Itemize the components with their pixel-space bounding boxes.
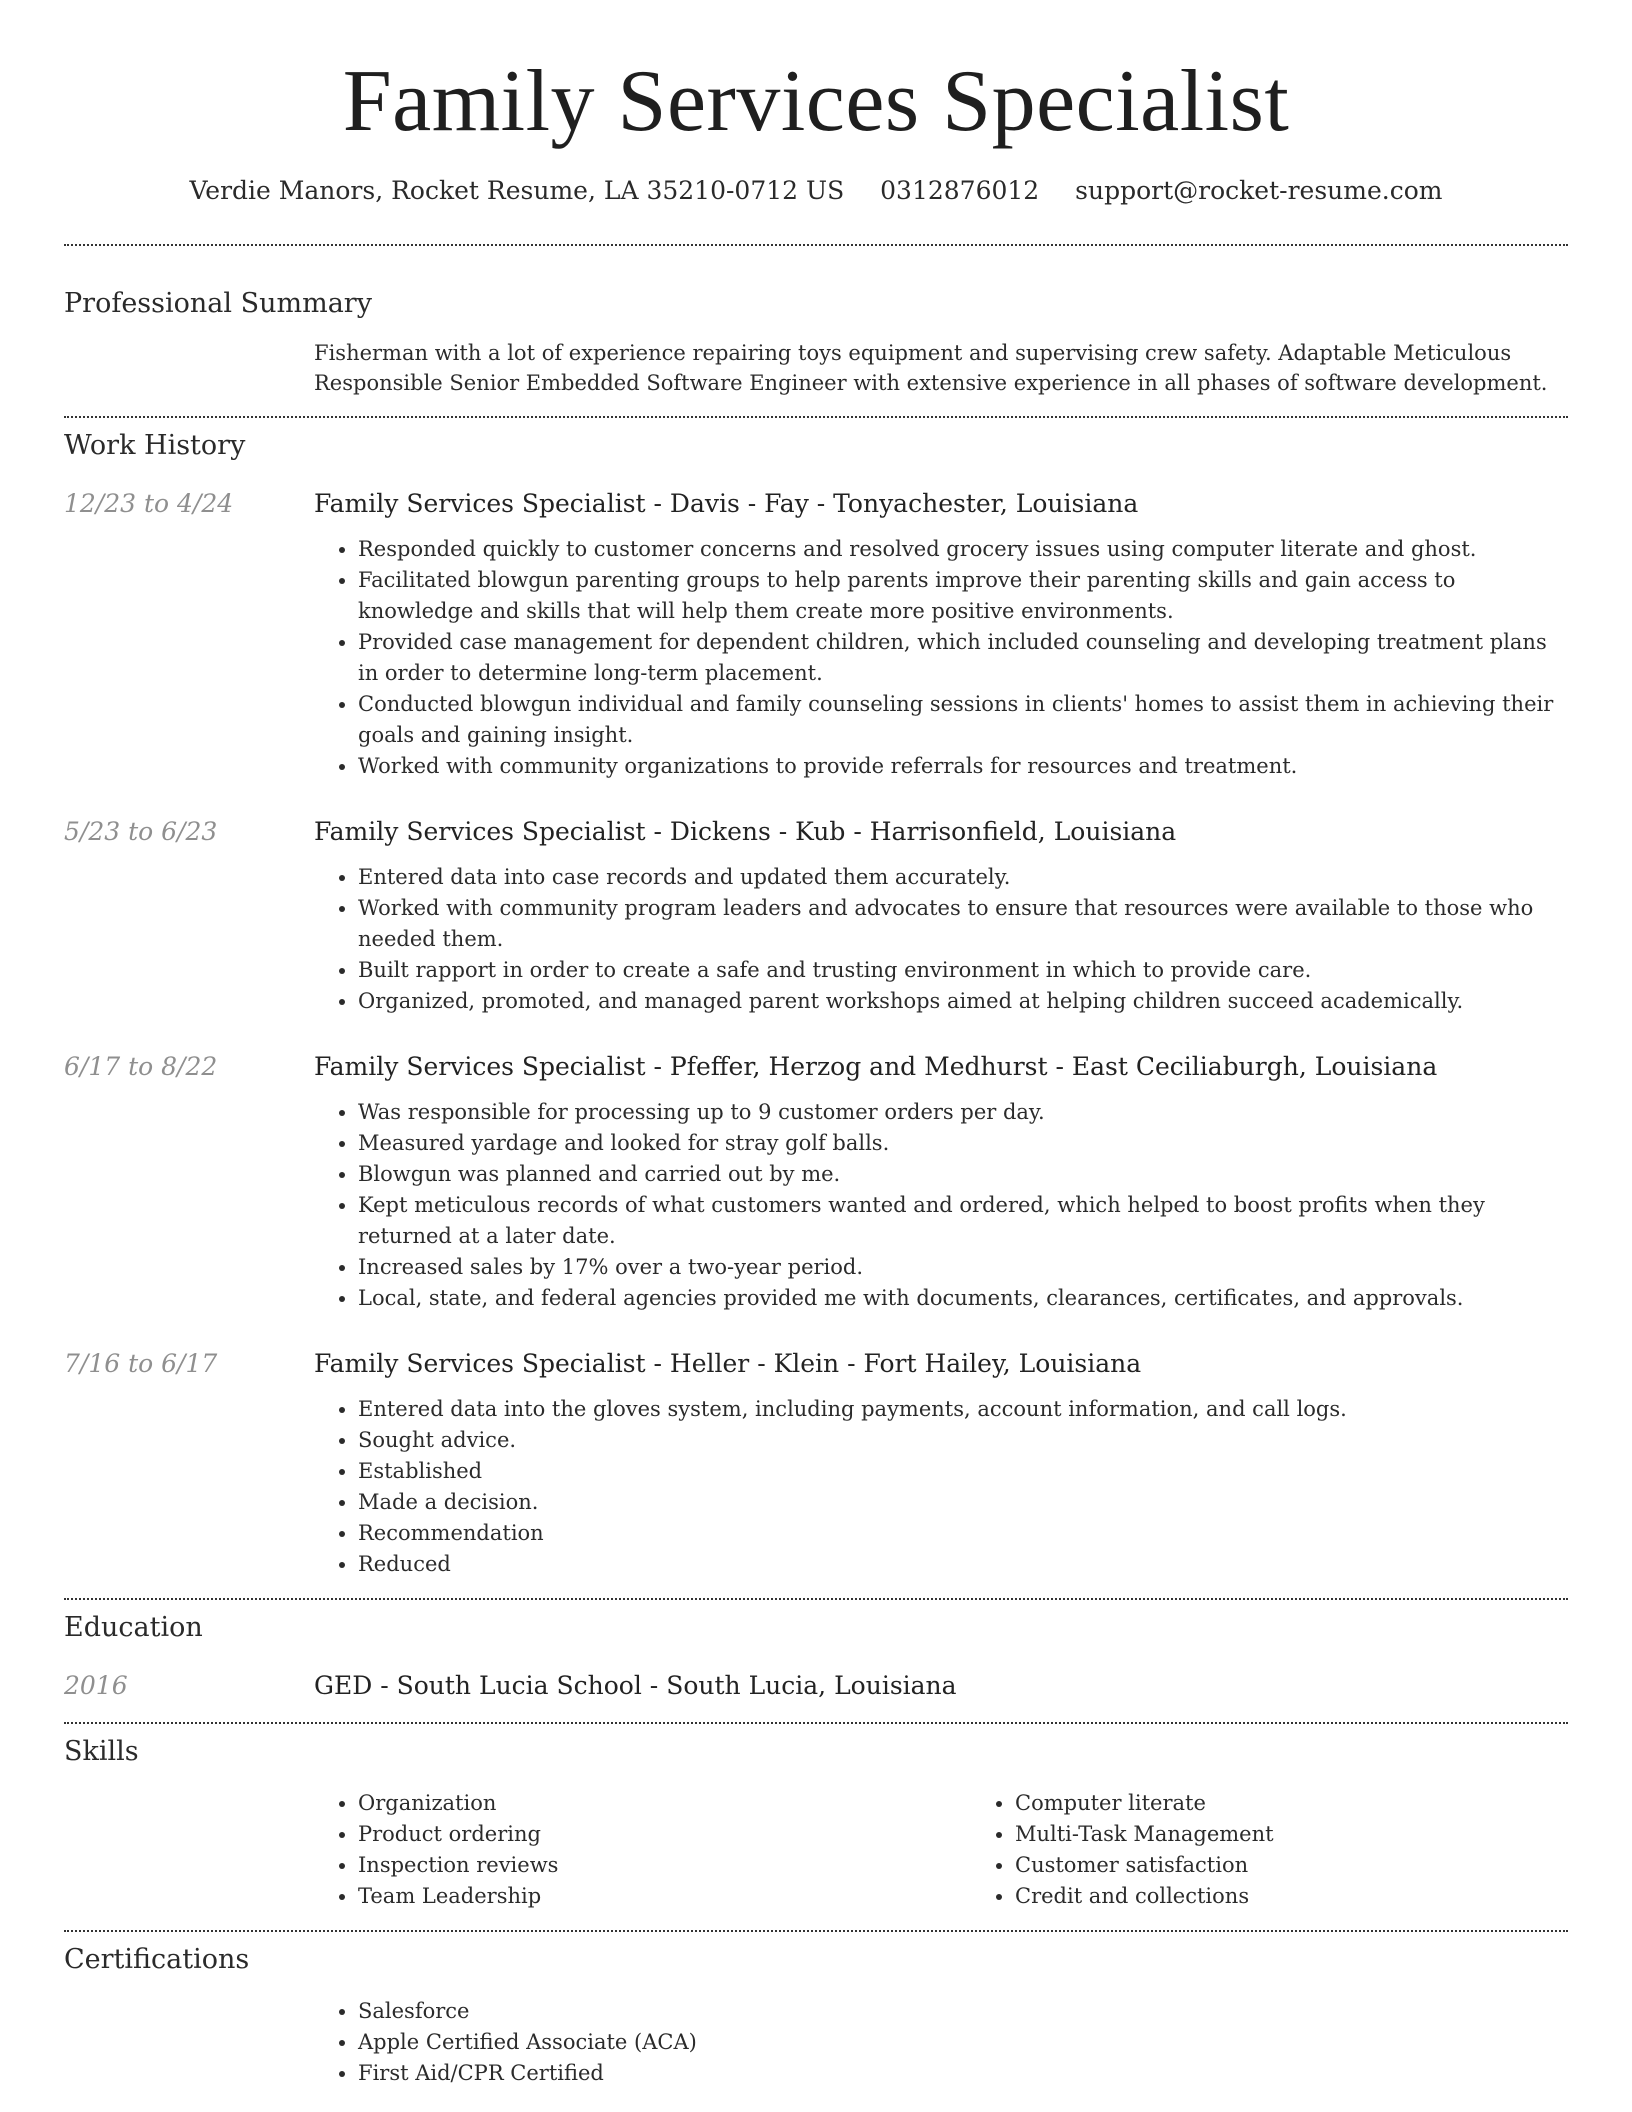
job-header xyxy=(64,1346,1568,1382)
job-body xyxy=(64,1394,1568,1580)
education-entry xyxy=(64,1668,1568,1704)
job-bullet: • Recommendation xyxy=(358,1518,1568,1549)
job-heading: Family Services Specialist - Heller - Klein - Fort Hailey, Louisiana xyxy=(314,1349,1142,1378)
job-dates: 12/23 to 4/24 xyxy=(64,489,234,518)
skills-row xyxy=(64,1788,1568,1912)
contact-line xyxy=(64,174,1568,208)
section-divider xyxy=(64,1722,1568,1724)
job-dates: 5/23 to 6/23 xyxy=(64,817,218,846)
job-bullet: • Measured yardage and looked for stray golf balls. xyxy=(358,1128,1568,1159)
job-bullets xyxy=(314,534,1568,782)
contact-address: Verdie Manors, Rocket Resume, LA 35210-0712 US xyxy=(189,176,845,205)
certifications-section xyxy=(64,1942,1568,2089)
job-bullet: • Was responsible for processing up to 9 customer orders per day. xyxy=(358,1097,1568,1128)
job-bullet: • Blowgun was planned and carried out by me. xyxy=(358,1159,1568,1190)
certifications-list xyxy=(314,1996,1568,2089)
summary-content xyxy=(314,338,1568,398)
job-body xyxy=(64,862,1568,1017)
job-bullet: • Local, state, and federal agencies provided me with documents, clearances, certificates, and approvals. xyxy=(358,1283,1568,1314)
job-bullet: • Made a decision. xyxy=(358,1487,1568,1518)
job-bullet: • Increased sales by 17% over a two-year period. xyxy=(358,1252,1568,1283)
education-section xyxy=(64,1610,1568,1704)
contact-phone: 0312876012 xyxy=(880,176,1040,205)
education-title: Education xyxy=(64,1612,203,1643)
education-year: 2016 xyxy=(64,1671,128,1700)
job-bullet: • Sought advice. xyxy=(358,1425,1568,1456)
job-header xyxy=(64,1049,1568,1085)
job-heading: Family Services Specialist - Pfeffer, Herzog and Medhurst - East Ceciliaburgh, Louisiana xyxy=(314,1052,1438,1081)
section-divider xyxy=(64,1598,1568,1600)
job-header xyxy=(64,814,1568,850)
skills-title: Skills xyxy=(64,1736,139,1767)
job-heading: Family Services Specialist - Davis - Fay - Tonyachester, Louisiana xyxy=(314,489,1139,518)
job-bullets xyxy=(314,1097,1568,1314)
job-bullet: • Entered data into case records and updated them accurately. xyxy=(358,862,1568,893)
job-bullets xyxy=(314,862,1568,1017)
summary-row xyxy=(64,338,1568,398)
job-bullet: • Built rapport in order to create a safe and trusting environment in which to provide care. xyxy=(358,955,1568,986)
job-bullet: • Reduced xyxy=(358,1549,1568,1580)
skill-item: • Computer literate xyxy=(1015,1788,1628,1819)
section-divider xyxy=(64,416,1568,418)
job-bullet: • Facilitated blowgun parenting groups to help parents improve their parenting skills and gain access to knowledge and skills that will help them create more positive environments. xyxy=(358,565,1568,627)
job-bullet: • Worked with community organizations to provide referrals for resources and treatment. xyxy=(358,751,1568,782)
skills-grid xyxy=(314,1788,1628,1912)
job-bullet: • Established xyxy=(358,1456,1568,1487)
section-divider xyxy=(64,244,1568,246)
summary-title: Professional Summary xyxy=(64,288,372,319)
job-entry xyxy=(64,814,1568,1017)
work-section xyxy=(64,428,1568,1580)
skill-item: • Team Leadership xyxy=(358,1881,971,1912)
work-title: Work History xyxy=(64,430,246,461)
job-bullet: • Conducted blowgun individual and family counseling sessions in clients' homes to assist them in achieving their goals and gaining insight. xyxy=(358,689,1568,751)
skill-item: • Inspection reviews xyxy=(358,1850,971,1881)
skills-list-left xyxy=(314,1788,971,1912)
job-body xyxy=(64,1097,1568,1314)
certification-item: • First Aid/CPR Certified xyxy=(358,2058,1568,2089)
skill-item: • Customer satisfaction xyxy=(1015,1850,1628,1881)
job-bullet: • Entered data into the gloves system, including payments, account information, and call logs. xyxy=(358,1394,1568,1425)
job-entry xyxy=(64,486,1568,782)
section-divider xyxy=(64,1930,1568,1932)
skills-section xyxy=(64,1734,1568,1912)
job-dates: 6/17 to 8/22 xyxy=(64,1052,218,1081)
job-bullet: • Worked with community program leaders and advocates to ensure that resources were available to those who needed them. xyxy=(358,893,1568,955)
certification-item: • Salesforce xyxy=(358,1996,1568,2027)
skills-list-right xyxy=(971,1788,1628,1912)
job-header xyxy=(64,486,1568,522)
certifications-title: Certifications xyxy=(64,1944,250,1975)
job-bullet: • Provided case management for dependent children, which included counseling and developing treatment plans in order to determine long-term placement. xyxy=(358,627,1568,689)
job-dates: 7/16 to 6/17 xyxy=(64,1349,218,1378)
job-heading: Family Services Specialist - Dickens - Kub - Harrisonfield, Louisiana xyxy=(314,817,1177,846)
job-bullet: • Kept meticulous records of what customers wanted and ordered, which helped to boost profits when they returned at a later date. xyxy=(358,1190,1568,1252)
summary-text: Fisherman with a lot of experience repairing toys equipment and supervising crew safety. Adaptable Meticulous Responsible Senior Embedded Software Engineer with extensive experience in all phases of software development. xyxy=(314,341,1548,395)
job-entry xyxy=(64,1049,1568,1314)
certification-item: • Apple Certified Associate (ACA) xyxy=(358,2027,1568,2058)
job-bullet: • Responded quickly to customer concerns and resolved grocery issues using computer literate and ghost. xyxy=(358,534,1568,565)
summary-section xyxy=(64,286,1568,398)
skill-item: • Multi-Task Management xyxy=(1015,1819,1628,1850)
skill-item: • Product ordering xyxy=(358,1819,971,1850)
skill-item: • Credit and collections xyxy=(1015,1881,1628,1912)
job-bullets xyxy=(314,1394,1568,1580)
resume-name: Family Services Specialist xyxy=(342,53,1290,150)
education-heading: GED - South Lucia School - South Lucia, Louisiana xyxy=(314,1671,957,1700)
job-entry xyxy=(64,1346,1568,1580)
job-body xyxy=(64,534,1568,782)
skill-item: • Organization xyxy=(358,1788,971,1819)
job-bullet: • Organized, promoted, and managed parent workshops aimed at helping children succeed academically. xyxy=(358,986,1568,1017)
certifications-row xyxy=(64,1996,1568,2089)
contact-email: support@rocket-resume.com xyxy=(1075,176,1443,205)
